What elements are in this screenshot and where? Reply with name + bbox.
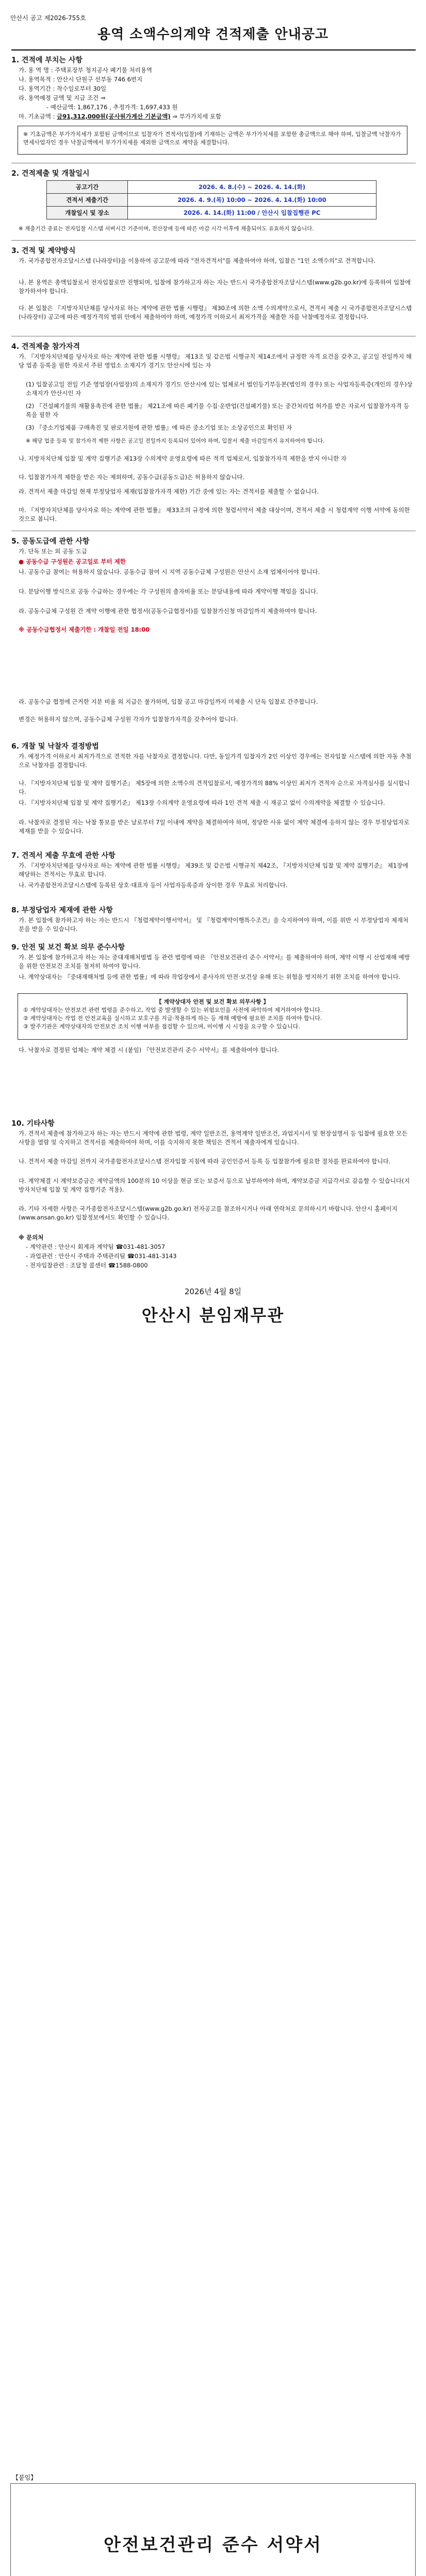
section-4-heading: 4. 견적제출 참가자격 (11, 343, 80, 351)
qualification-item: 가. 『지방자치단체를 당사자로 하는 계약에 관한 법률 시행령』 제13조 및 같은법 시행규칙 제14조에서 규정한 자격 요건을 갖추고, 공고일 전일까지 해당 업종 등록을 필한 자로서 주된 영업소 소재지가 경기도 안산시에 있는 자 (19, 353, 412, 369)
safety-item: 나. 계약상대자는 『중대재해처벌 등에 관한 법률』에 따라 작업장에서 종사자의 안전·보건상 유해 또는 위험을 방지하기 위한 조치를 하여야 합니다. (19, 973, 401, 980)
misc-item: 라. 기타 자세한 사항은 국가종합전자조달시스템(www.g2b.go.kr) 전자공고를 참조하시거나 아래 연락처로 문의하시기 바랍니다. 안산시 홈페이지(www.ansan.go.kr) 입찰정보에서도 확인할 수 있습니다. (19, 1205, 398, 1221)
section-10-heading: 10. 기타사항 (11, 1120, 55, 1128)
qualification-subitem: (2) 『건설폐기물의 재활용촉진에 관한 법률』 제21조에 따른 폐기물 수집·운반업(건설폐기물) 또는 중간처리업 허가를 받은 자로서 입찰참가자격 등록을 필한 자 (26, 402, 409, 418)
base-amount-value: 금91,312,000원(공사원가계산 기본금액) (57, 113, 171, 120)
joint-item: 다. 분담이행 방식으로 공동 수급하는 경우에는 각 구성원의 출자비율 또는 분담내용에 따라 계약이행 책임을 집니다. (19, 588, 318, 595)
method-item: 가. 국가종합전자조달시스템 (나라장터)을 이용하여 공고문에 따라 "전자견적서"를 제출하여야 하며, 입찰은 "1인 소액수의"로 견적합니다. (19, 257, 376, 264)
base-amount-row: 마. 기초금액 : 금91,312,000원(공사원가계산 기본금액) ⇒ 부가가치세 포함 (19, 113, 221, 120)
misc-item: 다. 계약체결 시 계약보증금은 계약금액의 100분의 10 이상을 현금 또는 보증서 등으로 납부하여야 하며, 계약보증금 지급각서로 갈음할 수 있습니다(지방자치단체 입찰 및 계약 집행기준 적용). (19, 1177, 410, 1193)
base-amount-label: 마. 기초금액 : (19, 113, 55, 120)
method-item: 나. 본 용역은 총액입찰로서 전자입찰로만 진행되며, 입찰에 참가하고자 하는 자는 반드시 국가종합전자조달시스템(www.g2b.go.kr)에 등록하여 입찰에 참가하셔야 합니다. (19, 279, 411, 295)
method-item: 다. 본 입찰은 『지방자치단체를 당사자로 하는 계약에 관한 법률 시행령』 제30조에 의한 소액 수의계약으로서, 견적서 제출 시 국가종합전자조달시스템(나라장터) 공고에 따른 예정가격의 범위 안에서 제출하여야 하며, 예정가격 이하로서 최저가격을 제출한 자를 낙찰예정자로 결정합니다. (19, 304, 412, 320)
service-location: 나. 용역목적 : 안산시 단원구 선부동 746 6번지 (19, 76, 143, 83)
qualification-item: 다. 입찰참가자격 제한을 받은 자는 제외하며, 공동수급(공동도급)은 허용하지 않습니다. (19, 473, 244, 481)
joint-item: 가. 단독 또는 외 공동 도급 (19, 548, 88, 555)
contact-line: - 전자입찰관련 : 조달청 콜센터 ☎1588-0800 (26, 1262, 148, 1269)
joint-item: 나. 공동수급 참여는 허용하지 않습니다. 공동수급 참여 시 지역 공동수급체 구성원은 안산시 소재 업체이어야 합니다. (19, 568, 320, 575)
qualification-subitem: (1) 입찰공고일 전일 기준 영업장(사업장)의 소재지가 경기도 안산시에 있는 업체로서 법인등기부등본(법인의 경우) 또는 사업자등록증(개인의 경우)상 소재지가 안산시인 자 (26, 381, 413, 397)
attachment-tag: 【붙임】 (12, 2474, 37, 2481)
safety-duty: ② 계약상대자는 작업 전 안전교육을 실시하고 보호구를 지급·착용하게 하는 등 재해 예방에 필요한 조치를 하여야 합니다. (23, 1015, 322, 1022)
section-6-heading: 6. 개찰 및 낙찰자 결정방법 (11, 742, 99, 751)
schedule-row (47, 194, 376, 207)
schedule-value: 2026. 4. 9.(목) 10:00 ~ 2026. 4. 14.(화) 10:00 (128, 194, 376, 207)
qualification-subitem: (3) 『중소기업제품 구매촉진 및 판로지원에 관한 법률』에 따른 중소기업 또는 소상공인으로 확인된 자 (26, 424, 292, 431)
notice-date: 2026년 4월 8일 (184, 1287, 242, 1296)
schedule-key: 개찰일시 및 장소 (47, 207, 128, 219)
invalid-item: 가. 『지방자치단체를 당사자로 하는 계약에 관한 법률 시행령』 제39조 및 같은법 시행규칙 제42조, 『지방자치단체 입찰 및 계약 집행기준』 제1장에 해당하는 견적서는 무효로 합니다. (19, 862, 408, 878)
qualification-note: ※ 해당 업종 등록 및 참가자격 제한 사항은 공고일 전일까지 등록되어 있어야 하며, 입찰서 제출 마감일까지 유지하여야 합니다. (26, 438, 325, 444)
schedule-value: 2026. 4. 8.(수) ~ 2026. 4. 14.(화) (128, 181, 376, 194)
award-item: 나. 『지방자치단체 입찰 및 계약 집행기준』 제5장에 의한 소액수의 견적입찰로서, 예정가격의 88% 이상인 최저가 견적자 순으로 자격심사를 실시합니다. (19, 779, 410, 795)
service-name: 가. 용 역 명 : 주택포장부 청지공사 폐기물 처리용역 (19, 66, 152, 74)
joint-agreement-note-cont: 변경은 허용하지 않으며, 공동수급체 구성원 각자가 입찰참가자격을 갖추어야 합니다. (19, 716, 238, 723)
vat-included: 부가가치세 포함 (179, 113, 221, 120)
schedule-footnote: ※ 제출기간 종료는 전자입찰 시스템 서버시간 기준이며, 전산장애 등에 따른 마감 시각 이후에 제출되어도 유효하지 않습니다. (19, 226, 314, 232)
sanction-item: 가. 본 입찰에 참가하고자 하는 자는 반드시 『청렴계약이행서약서』 및 『청렴계약이행특수조건』을 숙지하여야 하며, 이를 위반 시 부정당업자 제재처분을 받을 수 있습니다. (19, 917, 409, 933)
service-period: 다. 용역기간 : 착수일로부터 30일 (19, 85, 107, 92)
section-3-heading: 3. 견적 및 계약방식 (11, 247, 76, 255)
schedule-key: 공고기간 (47, 181, 128, 194)
contacts-heading: ※ 문의처 (19, 1234, 44, 1241)
award-item: 다. 『지방자치단체 입찰 및 계약 집행기준』 제13장 수의계약 운영요령에 따라 1인 견적 제출 시 재공고 없이 수의계약을 체결할 수 있습니다. (19, 799, 385, 806)
issuing-organization: 안산시 분임재무관 (141, 1306, 285, 1325)
schedule-table (46, 180, 376, 219)
schedule-row (47, 181, 376, 194)
award-item: 라. 낙찰자로 결정된 자는 낙찰 통보를 받은 날로부터 7일 이내에 계약을 체결하여야 하며, 정당한 사유 없이 계약 체결에 응하지 않는 경우 부정당업자로 제재를 받을 수 있습니다. (19, 819, 409, 835)
section-1-heading: 1. 견적에 부치는 사항 (11, 56, 83, 64)
invalid-item: 나. 국가종합전자조달시스템에 등록된 상호·대표자 등이 사업자등록증과 상이한 경우 무효로 처리합니다. (19, 882, 288, 889)
notice-number: 안산시 공고 제2026-755호 (10, 14, 86, 22)
joint-deadline: ※ 공동수급협정서 제출기한 : 개찰일 전일 18:00 (19, 626, 150, 633)
contact-line: - 계약관련 : 안산시 회계과 계약팀 ☎031-481-3057 (26, 1243, 166, 1250)
safety-pledge-note: 다. 낙찰자로 결정된 업체는 계약 체결 시 (붙임) 『안전보건관리 준수 서약서』를 제출하여야 합니다. (19, 1046, 280, 1054)
award-item: 가. 예정가격 이하로서 최저가격으로 견적한 자를 낙찰자로 결정합니다. 다만, 동일가격 입찰자가 2인 이상인 경우에는 전자입찰 시스템에 의한 자동 추첨으로 낙찰자를 결정합니다. (19, 753, 412, 769)
section-5-heading: 5. 공동도급에 관한 사항 (11, 537, 90, 546)
misc-item: 나. 견적서 제출 마감일 전까지 국가종합전자조달시스템 전자입찰 지침에 따라 공인인증서 등록 등 입찰참가에 필요한 절차를 완료하여야 합니다. (19, 1158, 391, 1165)
schedule-row (47, 207, 376, 219)
budget-amount: - 예산금액: 1,867,176 , 추정가격: 1,697,433 원 (46, 104, 178, 111)
title-divider (11, 49, 416, 50)
section-9-heading: 9. 안전 및 보건 확보 의무 준수사항 (11, 943, 125, 952)
section-8-heading: 8. 부정당업자 제재에 관한 사항 (11, 906, 113, 914)
joint-item: 라. 공동수급체 구성원 간 계약 이행에 관한 협정서(공동수급협정서)를 입찰참가신청 마감일까지 제출하여야 합니다. (19, 607, 317, 615)
safety-duties-title: 【 계약상대자 안전 및 보건 확보 의무사항 】 (156, 998, 269, 1005)
section-divider (11, 240, 416, 241)
schedule-value: 2026. 4. 14.(화) 11:00 / 안산시 입찰집행관 PC (128, 207, 376, 219)
qualification-item: 라. 견적서 제출 마감일 현재 부정당업자 제재(입찰참가자격 제한) 기간 중에 있는 자는 견적서를 제출할 수 없습니다. (19, 488, 319, 495)
qualification-item: 마. 『지방자치단체를 당사자로 하는 계약에 관한 법률』 제33조의 규정에 의한 청렴서약서 제출 대상이며, 견적서 제출 시 청렴계약 이행 서약에 동의한 것으로 봅니다. (19, 506, 410, 522)
contact-line: - 과업관련 : 안산시 주택과 주택관리팀 ☎031-481-3143 (26, 1252, 177, 1260)
joint-agreement-note: 라. 공동수급 협정에 근거한 지분 비율 외 지급은 불가하며, 입찰 공고 마감일까지 미제출 시 단독 입찰로 간주합니다. (19, 698, 318, 705)
pledge-form (10, 2483, 416, 2576)
safety-duty: ③ 발주기관은 계약상대자의 안전보건 조치 이행 여부를 점검할 수 있으며, 미이행 시 시정을 요구할 수 있습니다. (23, 1023, 300, 1030)
base-amount-note: ※ 기초금액은 부가가치세가 포함된 금액이므로 입찰자가 견적서(입찰)에 기재하는 금액은 부가가치세를 포함한 총금액으로 해야 하며, 입찰금액 낙찰자가 면세사업자인 경우 낙찰금액에서 부가가치세를 제외한 금액으로 계약을 체결합니다. (18, 126, 407, 155)
safety-duties-box (18, 993, 407, 1040)
document-title: 용역 소액수의계약 견적제출 안내공고 (97, 27, 329, 42)
section-7-heading: 7. 견적서 제출 무효에 관한 사항 (11, 852, 116, 860)
section-2-heading: 2. 견적제출 및 개찰일시 (11, 170, 90, 178)
budget-heading: 라. 용역예정 금액 및 지급 조건 ⇒ (19, 94, 106, 101)
schedule-key: 견적서 제출기간 (47, 194, 128, 207)
joint-restriction: ● 공동수급 구성원은 공고일로 부터 제한 (19, 558, 126, 565)
misc-item: 가. 견적서 제출에 참가하고자 하는 자는 반드시 계약에 관한 법령, 계약 일반조건, 용역계약 일반조건, 과업지시서 및 현장설명서 등 입찰에 필요한 모든 사항을 열람 및 숙지하고 견적서를 제출하여야 하며, 이를 숙지하지 못한 책임은 견적서 제출자에게 있습니다. (19, 1130, 408, 1146)
safety-duty: ① 계약상대자는 안전보건 관련 법령을 준수하고, 작업 중 발생할 수 있는 위험요인을 사전에 파악하여 제거하여야 합니다. (23, 1007, 322, 1013)
safety-item: 가. 본 입찰에 참가하고자 하는 자는 중대재해처벌법 등 관련 법령에 따른 『안전보건관리 준수 서약서』를 제출하여야 하며, 계약 이행 시 산업재해 예방을 위한 안전보건 조치를 철저히 하여야 합니다. (19, 954, 410, 970)
pledge-title: 안전보건관리 준수 서약서 (104, 2535, 322, 2555)
qualification-item: 나. 지방자치단체 입찰 및 계약 집행기준 제13장 수의계약 운영요령에 따른 적격 업체로서, 입찰참가자격 제한을 받지 아니한 자 (19, 455, 347, 462)
